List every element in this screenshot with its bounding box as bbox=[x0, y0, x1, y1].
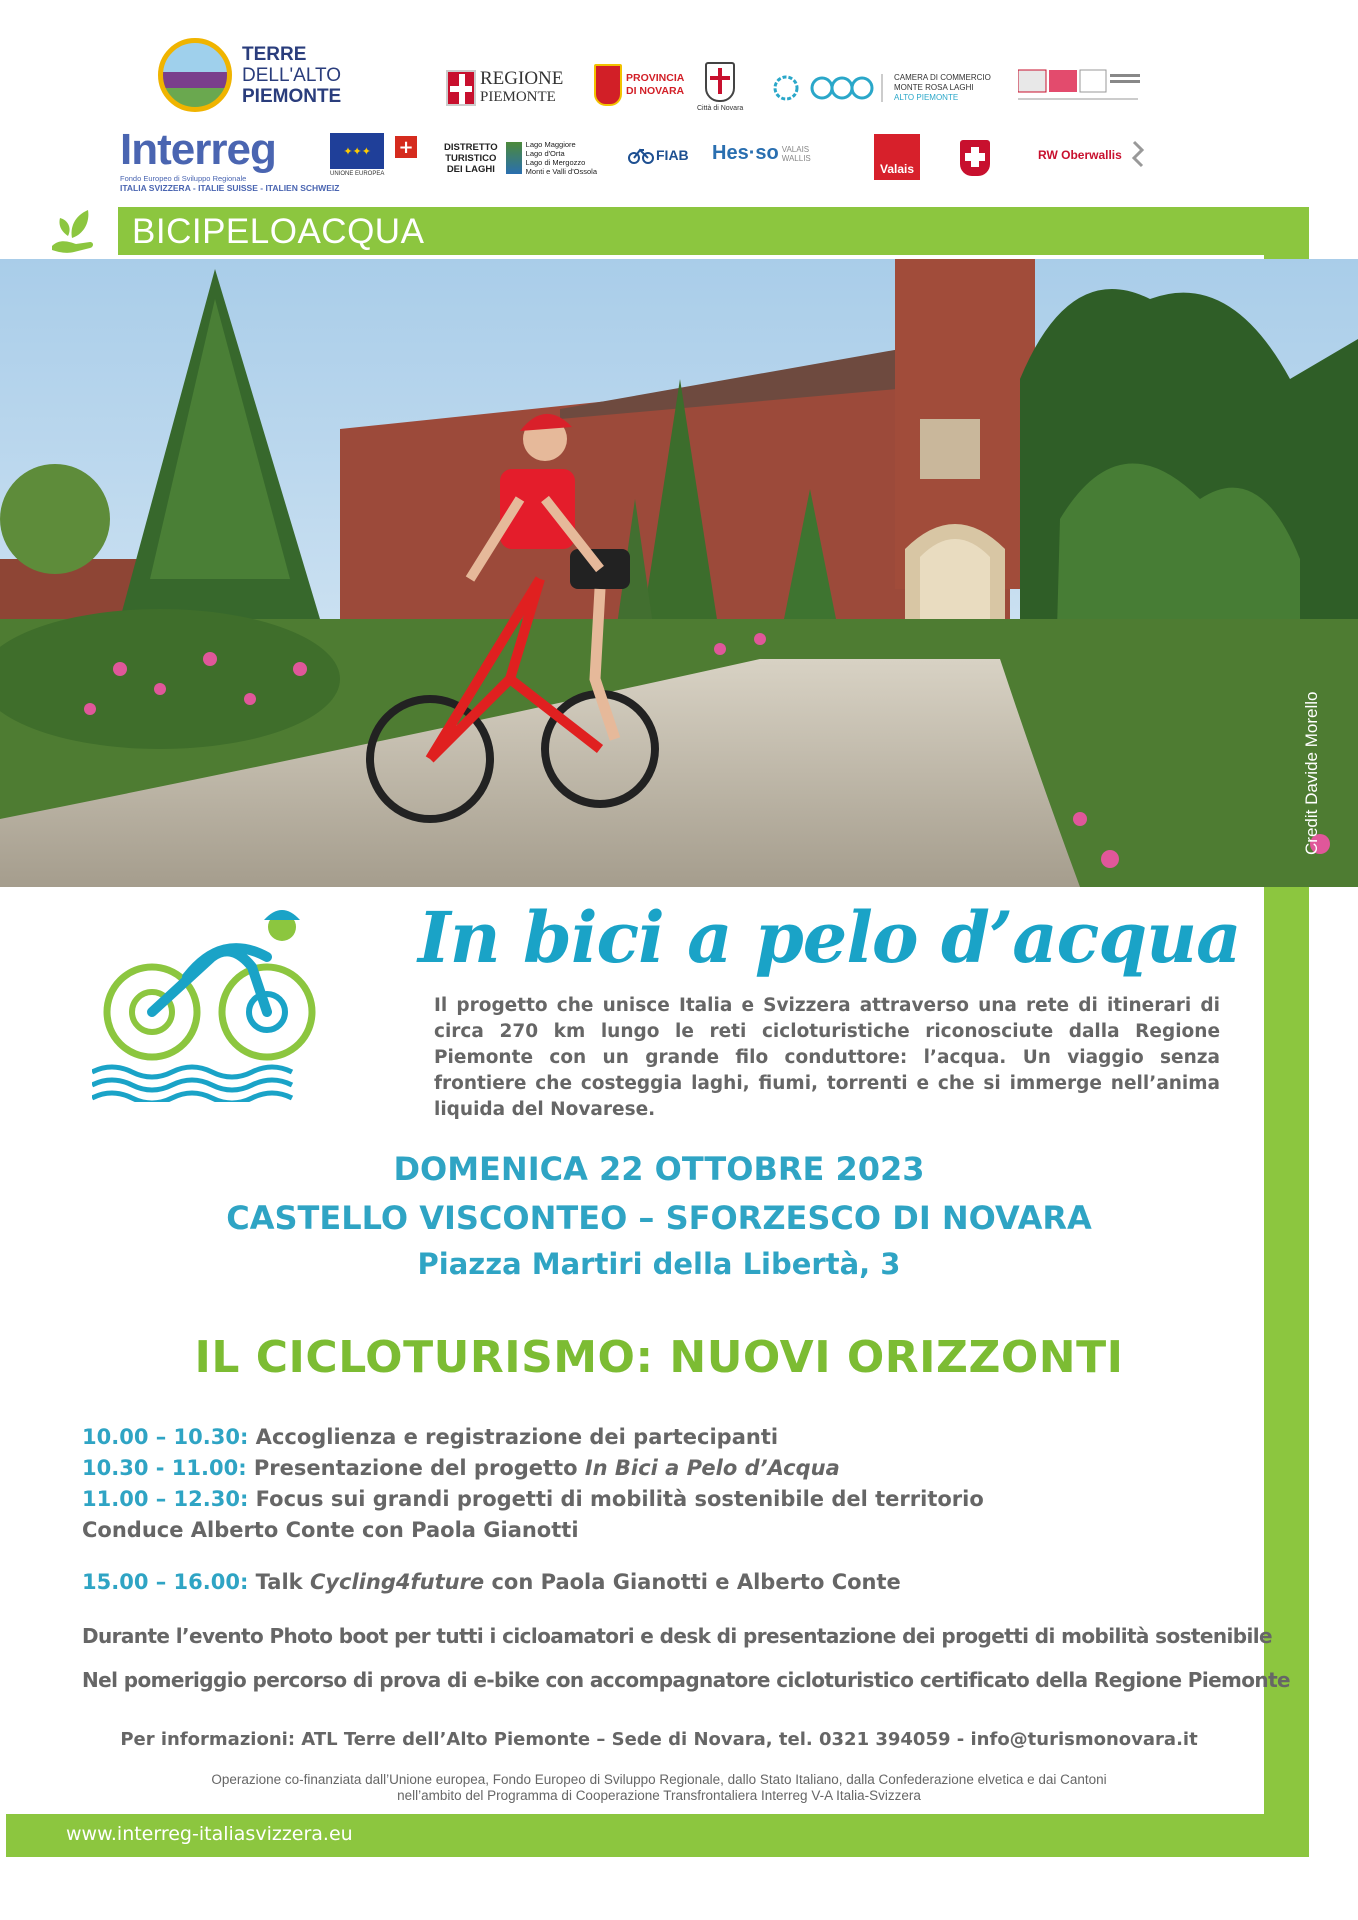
eu-label: UNIONE EUROPEA bbox=[330, 171, 385, 177]
program-time-2: 10.30 - 11.00: bbox=[82, 1456, 247, 1480]
footer-bar bbox=[6, 1814, 1309, 1857]
hero-photo bbox=[0, 259, 1358, 887]
section-title-bar bbox=[118, 207, 1309, 255]
program-project-name: In Bici a Pelo d’Acqua bbox=[584, 1456, 840, 1480]
rw-label: RW Oberwallis bbox=[1038, 148, 1122, 162]
program-item-5 bbox=[82, 1570, 901, 1594]
interreg-logo bbox=[120, 125, 340, 193]
parchi-logo bbox=[1018, 68, 1142, 104]
provincia-line1: PROVINCIA bbox=[626, 72, 685, 84]
rw-mark-icon bbox=[1128, 140, 1152, 170]
provincia-novara-logo bbox=[594, 64, 684, 106]
valais-logo bbox=[874, 134, 920, 180]
program-time-5: 15.00 – 16.00: bbox=[82, 1570, 249, 1594]
headline: IL CICLOTURISMO: NUOVI ORIZZONTI bbox=[194, 1332, 1124, 1383]
camera-commercio-logo bbox=[770, 72, 991, 104]
program-time-3: 11.00 – 12.30: bbox=[82, 1487, 249, 1511]
valais-label: Valais bbox=[879, 162, 915, 176]
regione-line1: REGIONE bbox=[480, 68, 564, 89]
footer-url-link[interactable]: www.interreg-italiasvizzera.eu bbox=[66, 1823, 353, 1845]
contact-info: Per informazioni: ATL Terre dell’Alto Piemonte – Sede di Novara, tel. 0321 394059 - info@turismonovara.it bbox=[120, 1729, 1198, 1750]
fine-print bbox=[100, 1772, 1218, 1804]
terre-logo-line3: PIEMONTE bbox=[242, 85, 342, 107]
program-item-4 bbox=[82, 1518, 579, 1542]
regione-line2: PIEMONTE bbox=[480, 89, 556, 105]
program-text-5: Talk bbox=[248, 1570, 310, 1594]
fine-print-line2: nell’ambito del Programma di Cooperazione Transfrontaliera Interreg V-A Italia-Svizzera bbox=[397, 1788, 921, 1803]
distretto-lakes-icon bbox=[506, 142, 522, 174]
script-title: In bici a pelo d’acqua bbox=[418, 896, 1241, 979]
distretto-line3: DEI LAGHI bbox=[446, 163, 495, 175]
distretto-laghi-logo bbox=[444, 140, 597, 176]
event-date: DOMENICA 22 OTTOBRE 2023 bbox=[393, 1150, 925, 1188]
citta-label: Città di Novara bbox=[697, 105, 744, 112]
canton-logo bbox=[960, 140, 990, 176]
camera-line2: MONTE ROSA LAGHI bbox=[894, 83, 974, 92]
citta-novara-logo bbox=[697, 62, 743, 112]
program-text-2: Presentazione del progetto bbox=[246, 1456, 585, 1480]
event-venue: CASTELLO VISCONTEO – SFORZESCO DI NOVARA bbox=[226, 1199, 1092, 1237]
program-text-1: Accoglienza e registrazione dei partecipanti bbox=[248, 1425, 779, 1449]
regione-piemonte-crest-icon bbox=[446, 70, 476, 106]
event-address: Piazza Martiri della Libertà, 3 bbox=[417, 1247, 901, 1281]
program-item-1 bbox=[82, 1425, 778, 1449]
camera-line1: CAMERA DI COMMERCIO bbox=[894, 73, 991, 82]
swiss-flag-icon: + bbox=[395, 136, 417, 158]
regione-piemonte-logo bbox=[446, 70, 563, 106]
program-text-4: Conduce Alberto Conte con Paola Gianotti bbox=[82, 1518, 579, 1542]
hes-label: Hes·so bbox=[712, 142, 779, 164]
hes-sub: VALAIS WALLIS bbox=[781, 144, 811, 163]
terre-alto-piemonte-emblem-icon bbox=[158, 38, 232, 112]
terre-alto-piemonte-logo bbox=[158, 38, 341, 112]
fine-print-line1: Operazione co-finanziata dall’Unione europea, Fondo Europeo di Sviluppo Regionale, dallo Stato Italiano, dalla Confederazione elvetica e dai Cantoni bbox=[211, 1772, 1107, 1787]
fiab-bike-icon bbox=[628, 146, 654, 164]
laghi-line3: Lago di Mergozzo bbox=[525, 158, 586, 167]
laghi-line1: Lago Maggiore bbox=[525, 140, 576, 149]
interreg-wordmark: Interreg bbox=[120, 125, 276, 174]
rw-oberwallis-logo bbox=[1038, 140, 1152, 170]
provincia-line2: DI NOVARA bbox=[626, 85, 685, 97]
program-item-2 bbox=[82, 1456, 840, 1480]
section-title: BICIPELOACQUA bbox=[132, 212, 425, 251]
program-text-5b: con Paola Gianotti e Alberto Conte bbox=[484, 1570, 901, 1594]
program-item-3 bbox=[82, 1487, 984, 1511]
photo-credit: Credit Davide Morello bbox=[1302, 691, 1321, 855]
eu-flag-icon: ✦✦✦ bbox=[330, 133, 384, 169]
interreg-sub2: ITALIA SVIZZERA - ITALIE SUISSE - ITALIEN SCHWEIZ bbox=[120, 183, 340, 193]
camera-line3: ALTO PIEMONTE bbox=[894, 93, 959, 102]
note-photo-boot: Durante l’evento Photo boot per tutti i cicloamatori e desk di presentazione dei progetti di mobilità sostenibile bbox=[82, 1624, 1272, 1648]
program-time-1: 10.00 – 10.30: bbox=[82, 1425, 249, 1449]
swiss-flag-logo bbox=[395, 136, 417, 158]
distretto-line1: DISTRETTO bbox=[444, 141, 498, 153]
fiab-label: FIAB bbox=[656, 147, 689, 163]
program-talk-name: Cycling4future bbox=[309, 1570, 485, 1594]
parchi-mark-icon bbox=[1018, 68, 1142, 104]
leaf-hand-icon bbox=[46, 202, 102, 258]
eu-flag-logo bbox=[330, 133, 384, 177]
cyclist-castle-illustration bbox=[0, 259, 1358, 887]
note-ebike: Nel pomeriggio percorso di prova di e-bike con accompagnatore cicloturistico certificato della Regione Piemonte bbox=[82, 1668, 1291, 1692]
distretto-line2: TURISTICO bbox=[445, 152, 497, 164]
citta-novara-crest-icon bbox=[705, 62, 735, 102]
intro-paragraph: Il progetto che unisce Italia e Svizzera attraverso una rete di itinerari di circa 270 km lungo le reti cicloturistiche riconosciute dalla Regione Piemonte con un grande filo conduttore: l’acqua. Un viaggio senza frontiere che costeggia laghi, fiumi, torrenti e che si immerge nell’anima liquida del Novarese. bbox=[434, 995, 1220, 1120]
canton-shield-icon bbox=[960, 140, 990, 176]
partner-logos bbox=[0, 0, 1358, 200]
terre-logo-line2: DELL'ALTO bbox=[242, 64, 342, 86]
hes-so-logo bbox=[712, 142, 822, 165]
terre-logo-line1: TERRE bbox=[242, 43, 307, 65]
bicycle-waves-icon bbox=[92, 902, 324, 1102]
fiab-logo bbox=[628, 146, 689, 164]
laghi-line2: Lago d'Orta bbox=[525, 149, 565, 158]
provincia-crest-icon bbox=[594, 64, 622, 106]
laghi-line4: Monti e Valli d'Ossola bbox=[525, 167, 597, 176]
camera-commercio-rings-icon bbox=[770, 72, 890, 104]
interreg-sub1: Fondo Europeo di Sviluppo Regionale bbox=[120, 174, 247, 183]
program-text-3: Focus sui grandi progetti di mobilità sostenibile del territorio bbox=[248, 1487, 984, 1511]
